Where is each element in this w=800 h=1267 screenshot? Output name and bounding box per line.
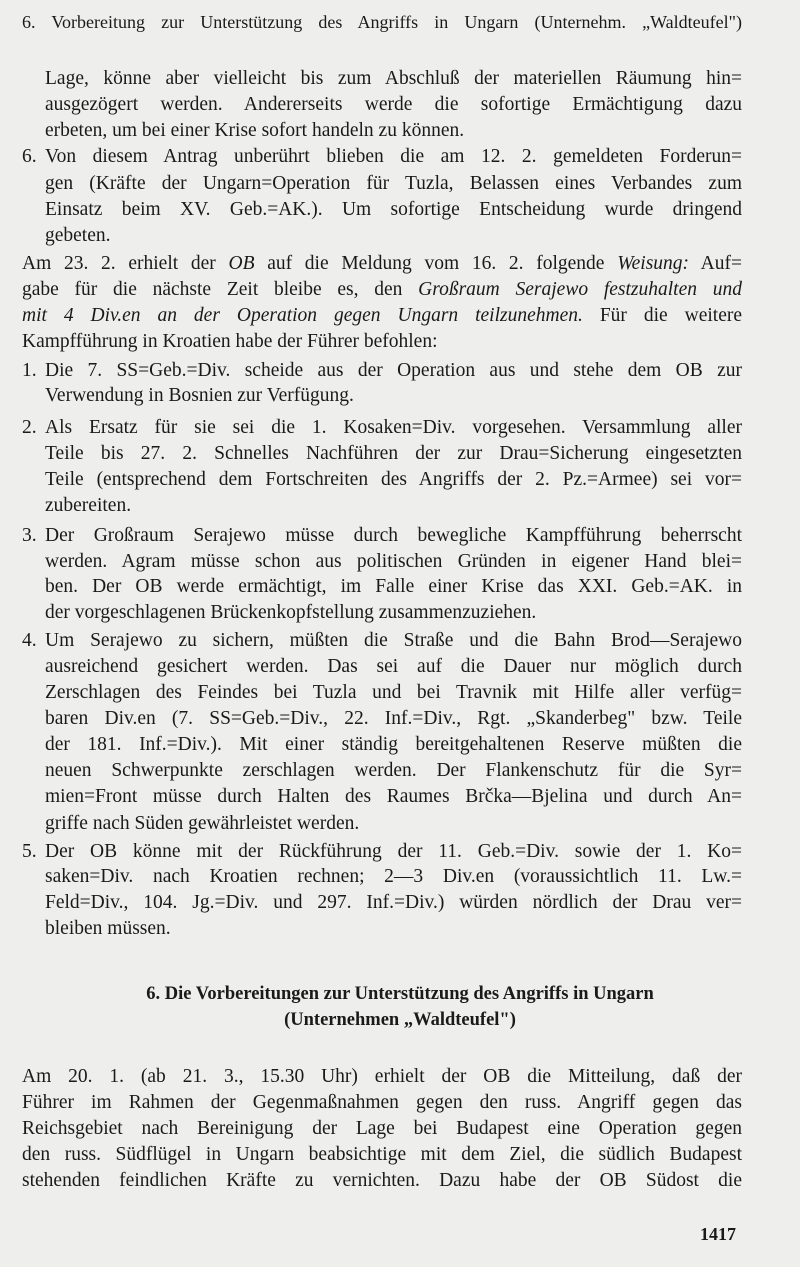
text-line: Reichsgebiet nach Bereinigung der Lage bei Budapest eine Operation gegen	[22, 1118, 742, 1139]
text-span: werden. Agram müsse schon aus politischen Gründen in eigener Hand blei=	[45, 551, 742, 572]
text-span: bleiben müssen.	[45, 918, 171, 939]
text-span: Auf=	[689, 253, 742, 274]
text-span: Am 23. 2. erhielt der	[22, 253, 229, 274]
text-line: den russ. Südflügel in Ungarn beabsichtige mit dem Ziel, die südlich Budapest	[22, 1144, 742, 1165]
text-line	[45, 524, 742, 548]
text-span: Teile (entsprechend dem Fortschreiten des Angriffs der 2. Pz.=Armee) sei vor=	[45, 469, 742, 490]
text-line	[45, 759, 742, 783]
list-number: 4.	[22, 630, 37, 651]
text-span: der 181. Inf.=Div.). Mit einer ständig bereitgehaltenen Reserve müßten die	[45, 734, 742, 755]
text-span: Kampfführung in Kroatien habe der Führer befohlen:	[22, 331, 438, 352]
text-line	[45, 575, 742, 599]
text-span: griffe nach Süden gewährleistet werden.	[45, 813, 360, 834]
text-span: Feld=Div., 104. Jg.=Div. und 297. Inf.=Div.) würden nördlich der Drau ver=	[45, 892, 742, 913]
text-span: Als Ersatz für sie sei die 1. Kosaken=Div. vorgesehen. Versammlung aller	[45, 417, 742, 438]
text-line	[45, 865, 742, 889]
text-line	[45, 416, 742, 440]
section-heading-line-1: 6. Die Vorbereitungen zur Unterstützung des Angriffs in Ungarn	[146, 984, 654, 1004]
text-line	[45, 840, 742, 864]
text-span: gebeten.	[45, 225, 111, 246]
text-line	[45, 629, 742, 653]
text-line	[22, 278, 742, 302]
text-span: Zerschlagen des Feindes bei Tuzla und bei Travnik mit Hilfe aller verfüg=	[45, 682, 742, 703]
list-number: 6.	[22, 146, 37, 167]
page-number: 1417	[700, 1224, 736, 1244]
text-line	[45, 707, 742, 731]
text-span: Lage, könne aber vielleicht bis zum Abschluß der materiellen Räumung hin=	[45, 68, 742, 89]
text-span: mien=Front müsse durch Halten des Raumes Brčka—Bjelina und durch An=	[45, 786, 742, 807]
text-line	[45, 550, 742, 574]
text-span: gabe für die nächste Zeit bleibe es, den	[22, 279, 419, 300]
text-span: Der Großraum Serajewo müsse durch bewegliche Kampfführung beherrscht	[45, 525, 742, 546]
text-line	[22, 304, 742, 328]
text-line	[22, 330, 742, 354]
text-line	[45, 891, 742, 915]
text-line: Am 20. 1. (ab 21. 3., 15.30 Uhr) erhielt der OB die Mitteilung, daß der	[22, 1066, 742, 1087]
italic-text: Großraum Serajewo festzuhalten und	[418, 279, 742, 300]
text-span: Von diesem Antrag unberührt blieben die am 12. 2. gemeldeten Forderun=	[45, 146, 742, 167]
text-line	[45, 917, 742, 941]
text-span: saken=Div. nach Kroatien rechnen; 2—3 Div.en (voraussichtlich 11. Lw.=	[45, 866, 742, 887]
text-line	[45, 468, 742, 492]
text-span: Der OB könne mit der Rückführung der 11. Geb.=Div. sowie der 1. Ko=	[45, 841, 742, 862]
italic-text: OB	[228, 253, 255, 274]
text-span: zubereiten.	[45, 495, 132, 516]
text-line	[45, 785, 742, 809]
text-line	[45, 655, 742, 679]
text-span: Die 7. SS=Geb.=Div. scheide aus der Operation aus und stehe dem OB zur	[45, 360, 742, 381]
text-line	[45, 172, 742, 196]
italic-text: Weisung:	[617, 253, 690, 274]
text-line	[45, 359, 742, 383]
text-line: Führer im Rahmen der Gegenmaßnahmen gegen den russ. Angriff gegen das	[22, 1092, 742, 1113]
text-span: Für die weitere	[582, 305, 742, 326]
text-line	[45, 384, 742, 408]
text-span: Teile bis 27. 2. Schnelles Nachführen der zur Drau=Sicherung eingesetzten	[45, 443, 742, 464]
text-line	[45, 733, 742, 757]
text-span: Einsatz beim XV. Geb.=AK.). Um sofortige Entscheidung wurde dringend	[45, 199, 742, 220]
running-head: 6. Vorbereitung zur Unterstützung des Angriffs in Ungarn (Unternehm. „Waldteufel")	[22, 12, 742, 32]
text-span: auf die Meldung vom 16. 2. folgende	[254, 253, 618, 274]
text-line	[45, 601, 742, 625]
text-line	[45, 67, 742, 91]
list-number: 1.	[22, 360, 37, 381]
text-span: der vorgeschlagenen Brückenkopfstellung zusammenzuziehen.	[45, 602, 537, 623]
text-line	[45, 812, 742, 836]
text-span: ben. Der OB werde ermächtigt, im Falle einer Krise das XXI. Geb.=AK. in	[45, 576, 742, 597]
list-number: 5.	[22, 841, 37, 862]
text-line	[45, 198, 742, 222]
text-line	[45, 145, 742, 169]
text-line	[45, 93, 742, 117]
section-heading-line-2: (Unternehmen „Waldteufel")	[284, 1010, 516, 1030]
text-span: Um Serajewo zu sichern, müßten die Straße und die Bahn Brod—Serajewo	[45, 630, 742, 651]
text-line	[45, 119, 742, 143]
text-span: ausgezögert werden. Andererseits werde die sofortige Ermächtigung dazu	[45, 94, 742, 115]
text-span: ausreichend gesichert werden. Das sei auf die Dauer nur möglich durch	[45, 656, 742, 677]
italic-text: mit 4 Div.en an der Operation gegen Ungarn teilzunehmen.	[22, 305, 583, 326]
text-line: stehenden feindlichen Kräfte zu vernichten. Dazu habe der OB Südost die	[22, 1170, 742, 1191]
text-line	[22, 252, 742, 276]
text-line	[45, 224, 742, 248]
text-line	[45, 494, 742, 518]
text-span: gen (Kräfte der Ungarn=Operation für Tuzla, Belassen eines Verbandes zum	[45, 173, 742, 194]
text-span: Verwendung in Bosnien zur Verfügung.	[45, 385, 354, 406]
text-span: baren Div.en (7. SS=Geb.=Div., 22. Inf.=Div., Rgt. „Skanderbeg" bzw. Teile	[45, 708, 742, 729]
text-span: neuen Schwerpunkte zerschlagen werden. Der Flankenschutz für die Syr=	[45, 760, 742, 781]
text-line	[45, 442, 742, 466]
text-line	[45, 681, 742, 705]
list-number: 2.	[22, 417, 37, 438]
text-span: erbeten, um bei einer Krise sofort handeln zu können.	[45, 120, 465, 141]
list-number: 3.	[22, 525, 37, 546]
